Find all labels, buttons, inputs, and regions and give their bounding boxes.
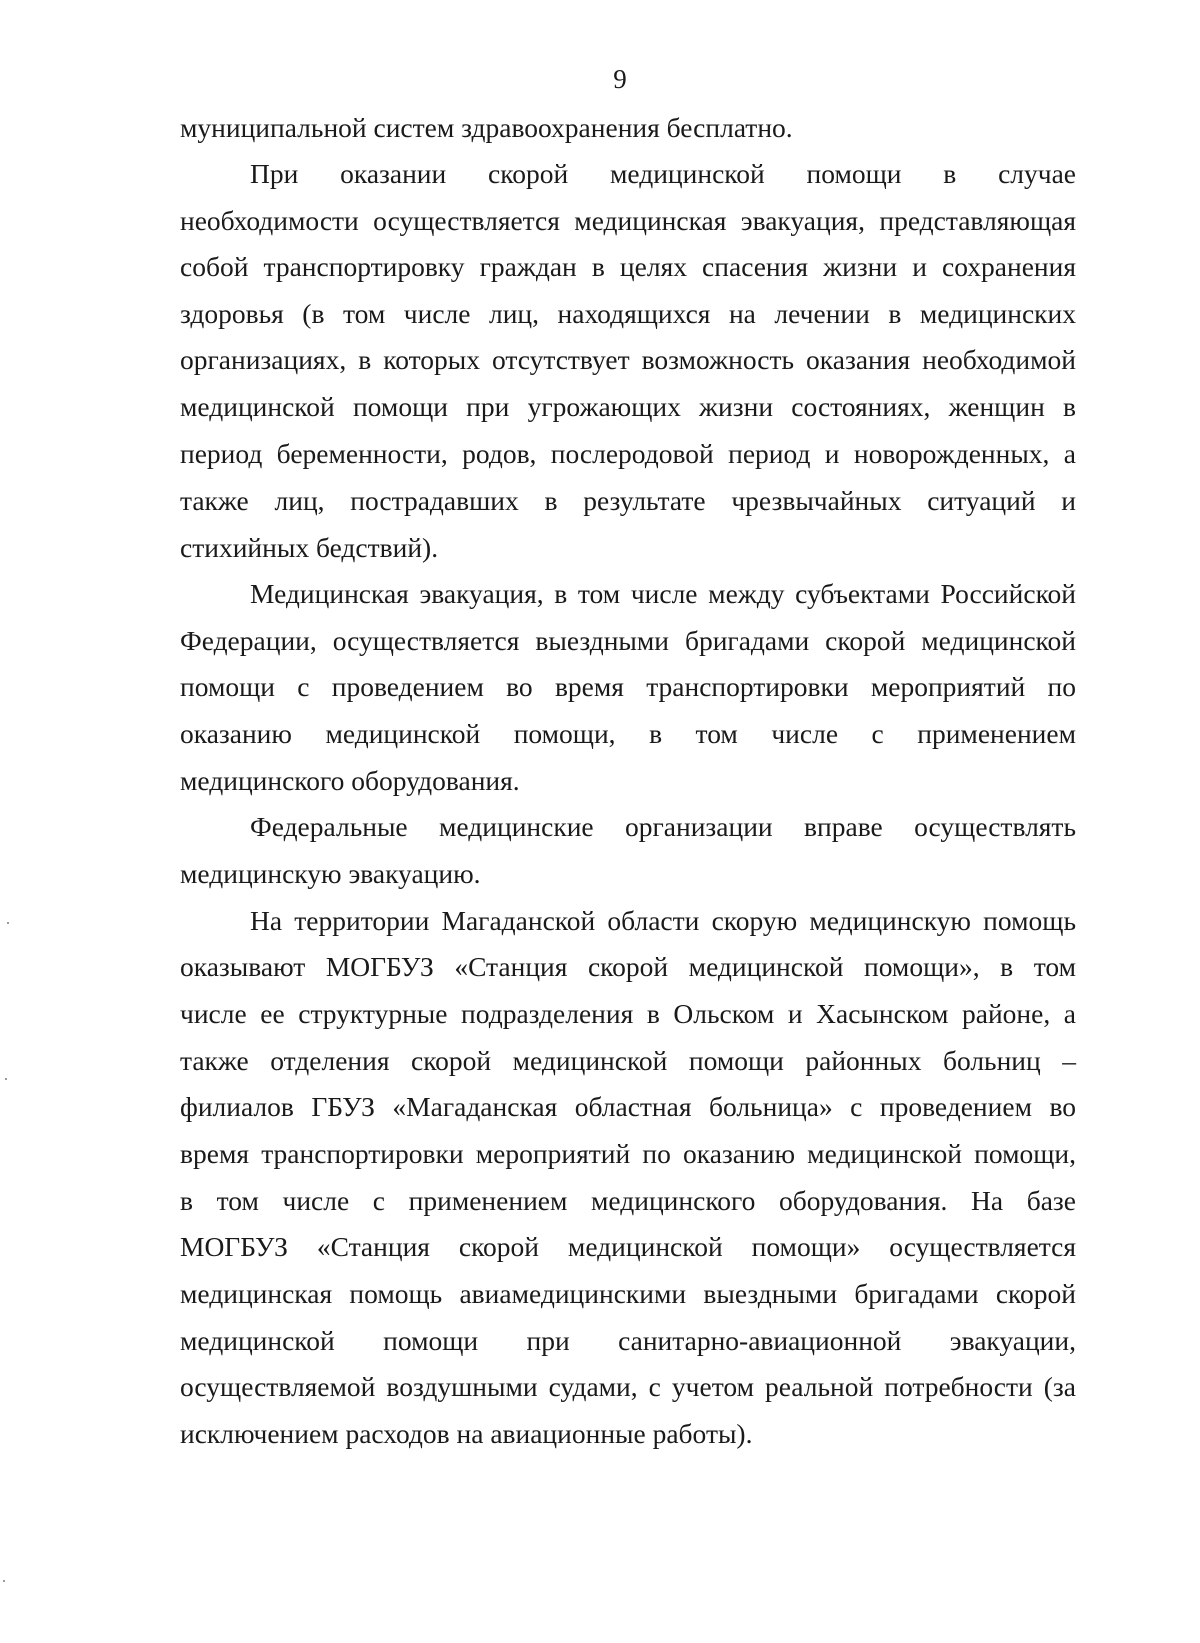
text-line: МОГБУЗ «Станция скорой медицинской помощи» осуществляется [180,1231,1076,1262]
text-line: здоровья (в том числе лиц, находящихся на лечении в медицинских [180,298,1076,329]
text-line: филиалов ГБУЗ «Магаданская областная больница» с проведением во [180,1091,1076,1122]
text-line: медицинской помощи при санитарно-авиационной эвакуации, [180,1325,1076,1356]
scan-speck [5,1078,7,1080]
text-line: оказывают МОГБУЗ «Станция скорой медицинской помощи», в том [180,951,1076,982]
text-line: Медицинская эвакуация, в том числе между субъектами Российской [250,578,1076,609]
page-number: 9 [613,64,627,94]
text-line: исключением расходов на авиационные работы). [180,1418,753,1449]
text-line: При оказании скорой медицинской помощи в случае [250,158,1076,189]
text-line: собой транспортировку граждан в целях спасения жизни и сохранения [180,251,1076,282]
text-line: необходимости осуществляется медицинская эвакуация, представляющая [180,205,1076,236]
text-line: период беременности, родов, послеродовой период и новорожденных, а [180,438,1076,469]
text-line: На территории Магаданской области скорую медицинскую помощь [250,905,1076,936]
text-line: Федерации, осуществляется выездными бригадами скорой медицинской [180,625,1076,656]
text-line: муниципальной систем здравоохранения бесплатно. [180,112,793,143]
text-line: Федеральные медицинские организации вправе осуществлять [250,811,1076,842]
text-line: осуществляемой воздушными судами, с учетом реальной потребности (за [180,1371,1076,1402]
text-line: медицинскую эвакуацию. [180,858,481,889]
text-line: медицинской помощи при угрожающих жизни состояниях, женщин в [180,391,1076,422]
text-line: стихийных бедствий). [180,532,439,563]
scan-speck [7,922,9,924]
text-line: организациях, в которых отсутствует возможность оказания необходимой [180,344,1076,375]
text-line: время транспортировки мероприятий по оказанию медицинской помощи, [180,1138,1076,1169]
text-line: медицинская помощь авиамедицинскими выездными бригадами скорой [180,1278,1076,1309]
text-line: числе ее структурные подразделения в Ольском и Хасынском районе, а [180,998,1076,1029]
text-line: в том числе с применением медицинского оборудования. На базе [180,1185,1076,1216]
text-line: медицинского оборудования. [180,765,520,796]
text-line: помощи с проведением во время транспортировки мероприятий по [180,671,1076,702]
text-line: оказанию медицинской помощи, в том числе с применением [180,718,1076,749]
text-line: также лиц, пострадавших в результате чрезвычайных ситуаций и [180,485,1076,516]
text-line: также отделения скорой медицинской помощи районных больниц – [180,1045,1076,1076]
scan-speck [3,1580,5,1582]
